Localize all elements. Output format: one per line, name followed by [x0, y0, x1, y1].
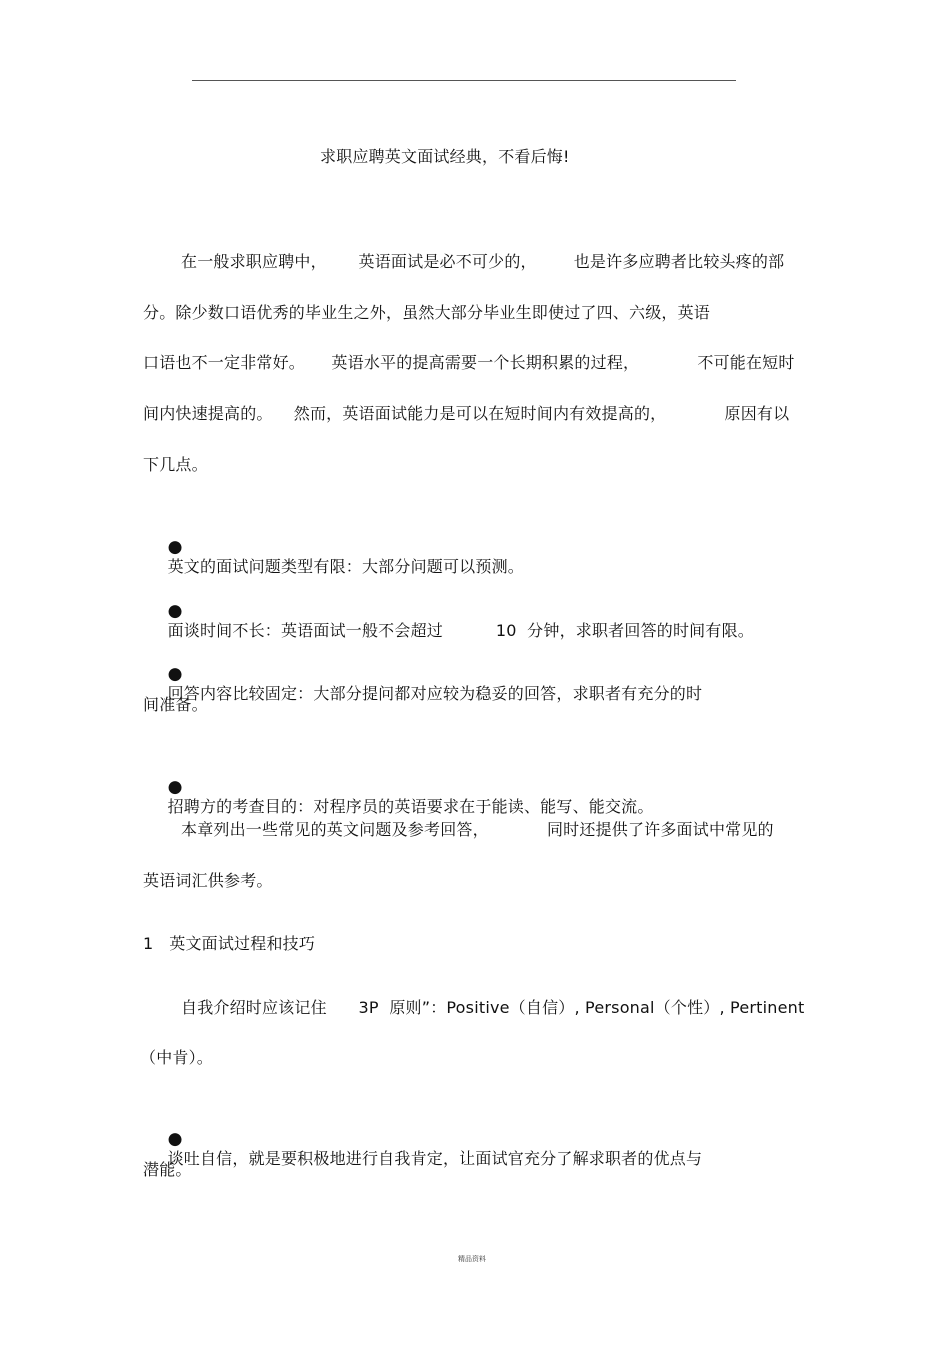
intro-line-5: 下几点。 — [143, 455, 208, 474]
section-paragraph-line-2: （中肯）。 — [140, 1048, 214, 1067]
chapter-line-2: 英语词汇供参考。 — [143, 871, 273, 890]
section-heading: 1 英文面试过程和技巧 — [143, 934, 316, 953]
bullet-icon: ● — [167, 601, 183, 621]
section-paragraph-line-1: 自我介绍时应该记住 3P 原则”：Positive（自信）, Personal（个性）, Pertinent — [181, 998, 805, 1017]
bullet-icon: ● — [167, 664, 183, 684]
reason-continuation: 间准备。 — [143, 695, 208, 714]
bullet-icon: ● — [167, 1129, 183, 1149]
reason-item — [157, 757, 654, 817]
reason-text: 英文的面试问题类型有限：大部分问题可以预测。 — [167, 557, 524, 576]
tip-item — [157, 1109, 702, 1169]
page-footer: 精品资料 — [458, 1255, 486, 1263]
header-rule — [192, 80, 736, 81]
reason-item — [157, 581, 754, 641]
reason-item — [157, 644, 702, 704]
reason-item — [157, 517, 524, 577]
intro-line-2: 分。除少数口语优秀的毕业生之外，虽然大部分毕业生即使过了四、六级，英语 — [143, 303, 711, 322]
reason-text: 回答内容比较固定：大部分提问都对应较为稳妥的回答，求职者有充分的时 — [167, 684, 703, 703]
reason-text: 招聘方的考查目的：对程序员的英语要求在于能读、能写、能交流。 — [167, 797, 654, 816]
tip-text: 谈吐自信，就是要积极地进行自我肯定，让面试官充分了解求职者的优点与 — [167, 1149, 703, 1168]
tip-continuation: 潜能。 — [143, 1160, 192, 1179]
bullet-icon: ● — [167, 777, 183, 797]
chapter-line-1: 本章列出一些常见的英文问题及参考回答， 同时还提供了许多面试中常见的 — [181, 820, 774, 839]
intro-line-3: 口语也不一定非常好。 英语水平的提高需要一个长期积累的过程， 不可能在短时 — [143, 353, 795, 372]
page-title: 求职应聘英文面试经典，不看后悔! — [320, 147, 570, 166]
intro-line-4: 间内快速提高的。 然而，英语面试能力是可以在短时间内有效提高的， 原因有以 — [143, 404, 790, 423]
reason-text: 面谈时间不长：英语面试一般不会超过 10 分钟，求职者回答的时间有限。 — [167, 621, 754, 640]
bullet-icon: ● — [167, 537, 183, 557]
intro-line-1: 在一般求职应聘中， 英语面试是必不可少的， 也是许多应聘者比较头疼的部 — [181, 252, 785, 271]
